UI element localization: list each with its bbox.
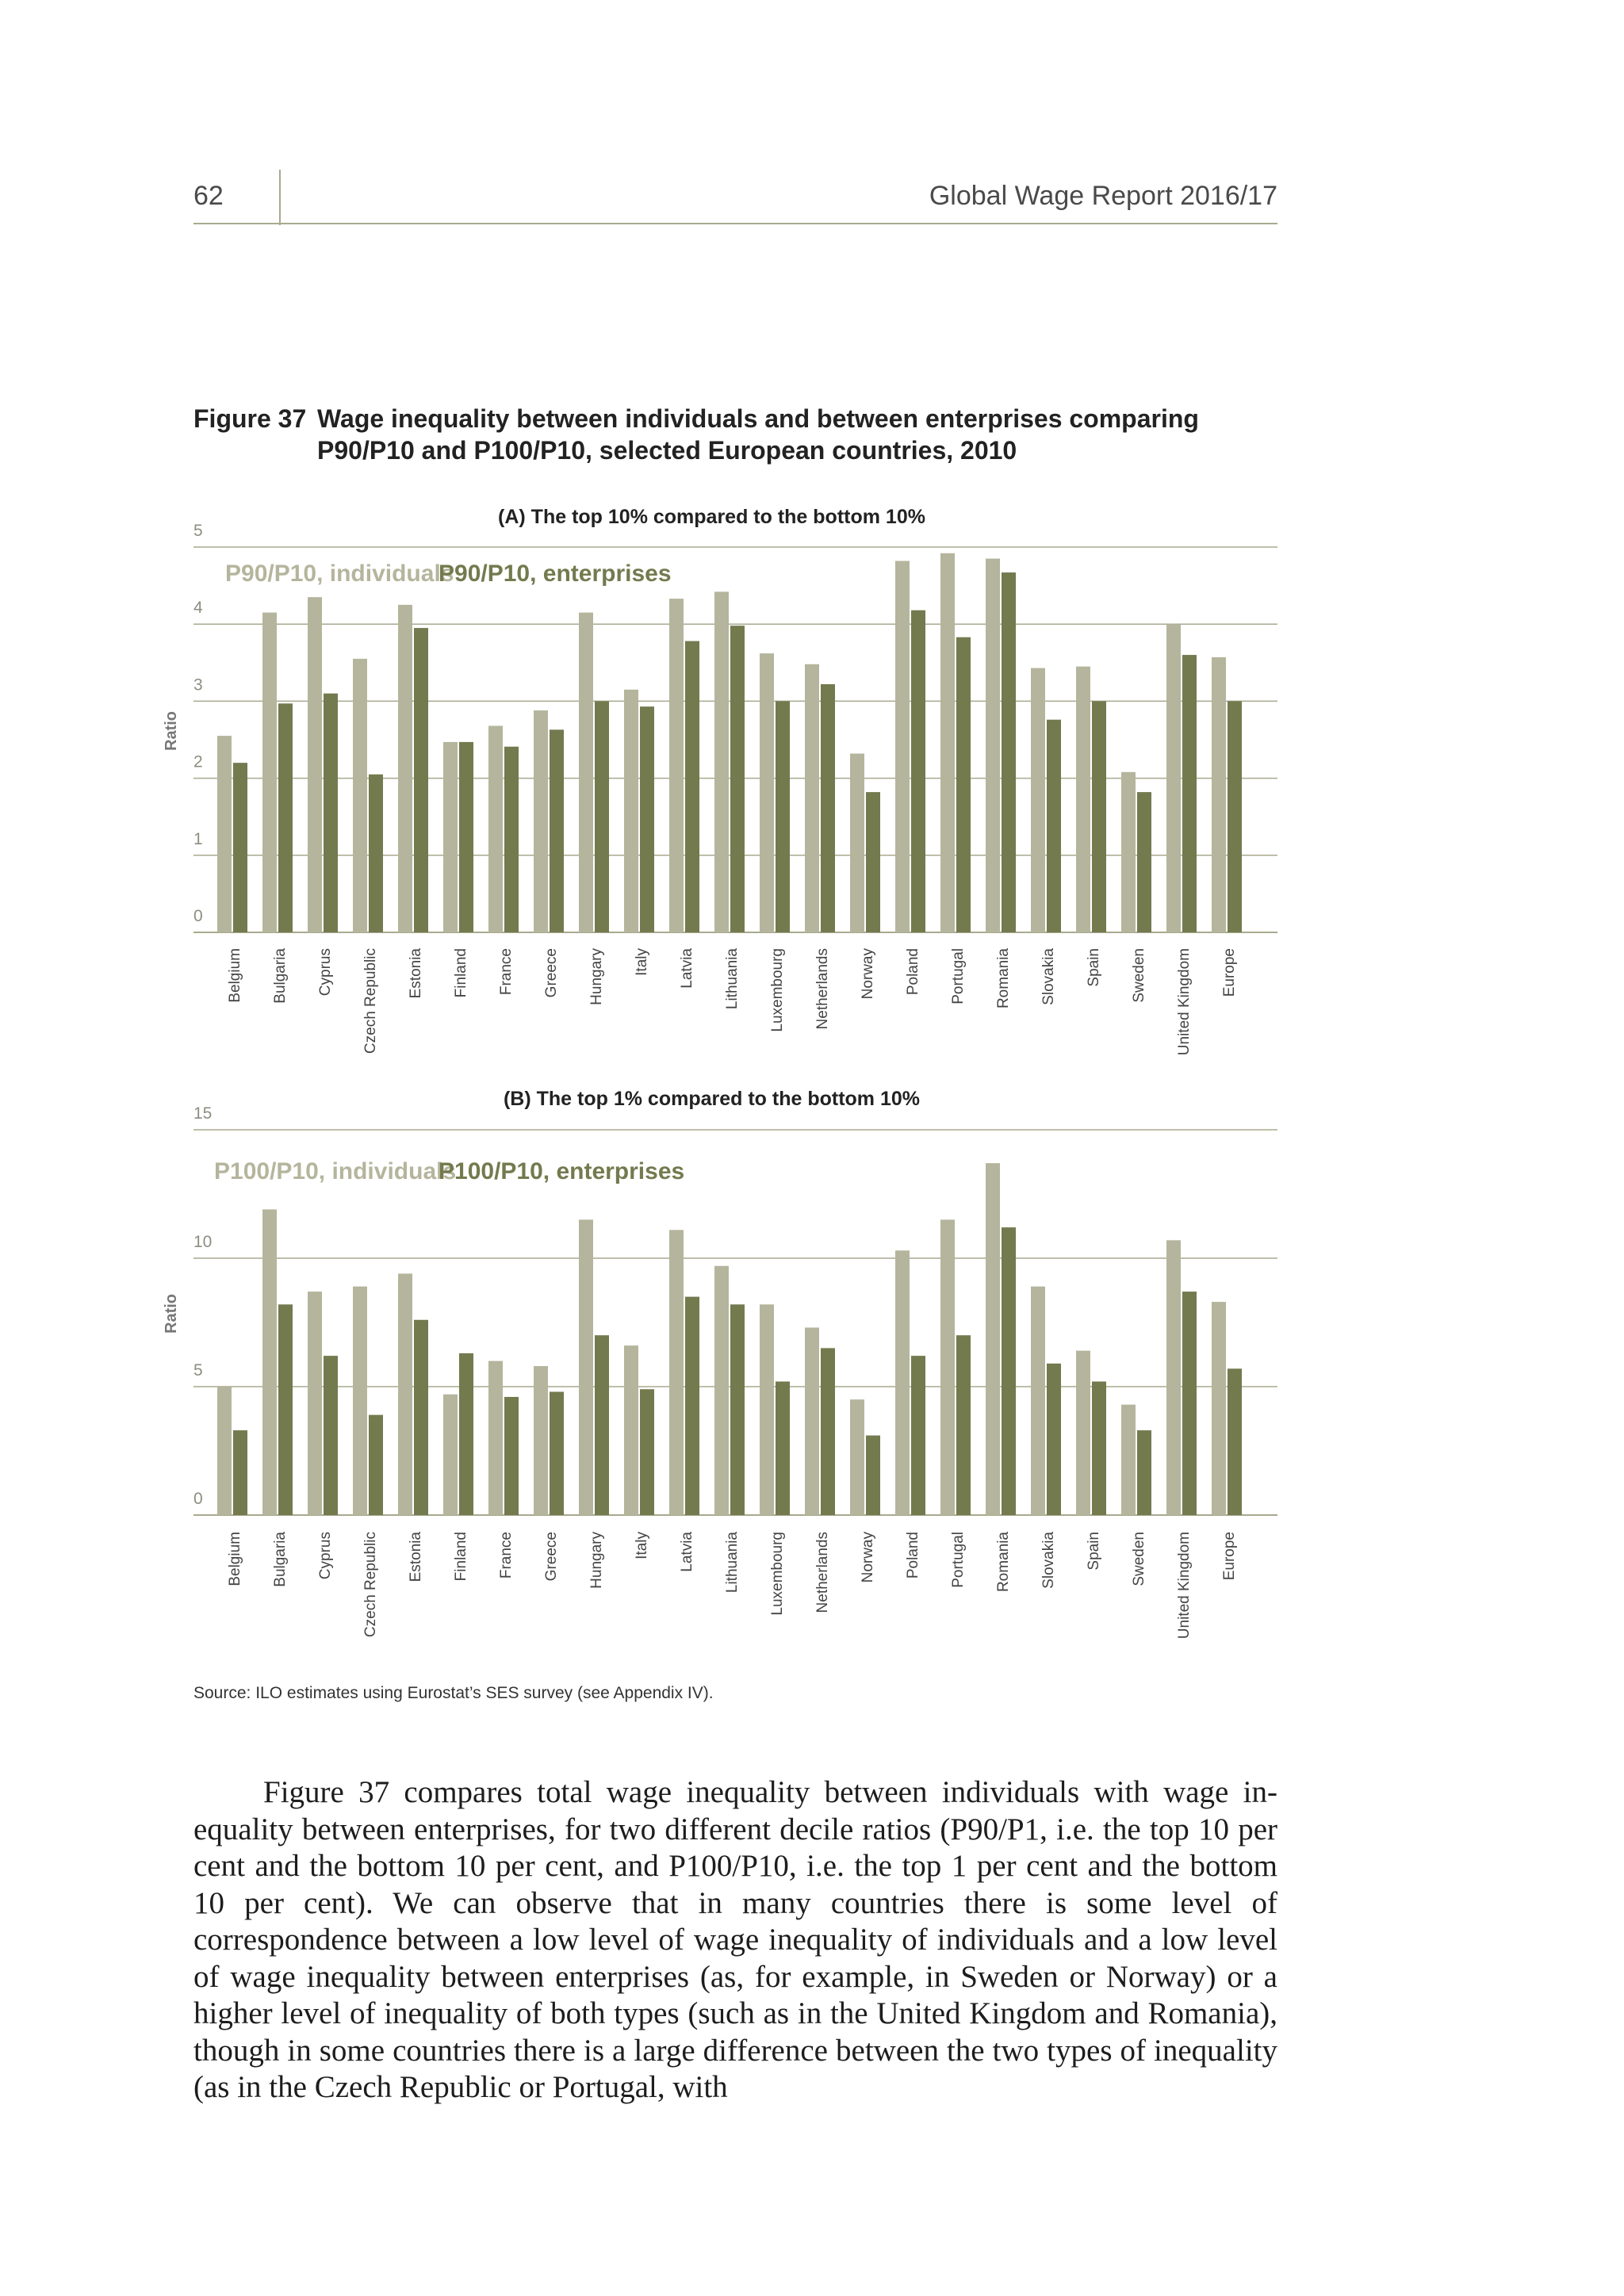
- bar-enterprises: [369, 1415, 383, 1515]
- legend-individuals: P90/P10, individuals: [225, 561, 454, 587]
- bar-enterprises: [504, 1397, 519, 1515]
- bar-enterprises: [595, 1335, 609, 1515]
- bar-enterprises: [866, 1436, 880, 1515]
- bar-individuals: [1076, 667, 1090, 932]
- bar-individuals: [534, 1366, 548, 1515]
- bar-individuals: [488, 726, 503, 932]
- y-axis-label: Ratio: [163, 1294, 180, 1334]
- bar-enterprises: [1002, 572, 1016, 932]
- y-tick-label: 5: [193, 522, 203, 540]
- bar-individuals: [760, 1304, 774, 1515]
- bar-enterprises: [459, 742, 473, 932]
- bar-individuals: [669, 1230, 684, 1515]
- bar-individuals: [669, 599, 684, 932]
- bar-enterprises: [414, 628, 428, 932]
- report-title: Global Wage Report 2016/17: [929, 181, 1277, 211]
- bar-enterprises: [324, 694, 338, 932]
- bar-enterprises: [233, 763, 247, 932]
- legend-individuals: P100/P10, individuals: [214, 1158, 457, 1184]
- x-tick-label: Hungary: [588, 948, 605, 1005]
- bar-enterprises: [595, 701, 609, 932]
- legend-enterprises: P90/P10, enterprises: [439, 561, 672, 587]
- x-tick-label: Lithuania: [724, 1532, 741, 1594]
- bar-enterprises: [1092, 1382, 1106, 1515]
- bar-enterprises: [866, 792, 880, 932]
- x-tick-label: Hungary: [588, 1532, 605, 1589]
- y-tick-label: 4: [193, 599, 203, 618]
- bar-individuals: [579, 1219, 593, 1515]
- x-tick-label: Poland: [905, 1532, 921, 1579]
- bar-enterprises: [1182, 655, 1197, 932]
- x-tick-label: Europe: [1221, 1532, 1238, 1581]
- y-tick-label: 3: [193, 675, 203, 695]
- y-tick-label: 0: [193, 1490, 203, 1508]
- y-tick-label: 0: [193, 907, 203, 925]
- bar-individuals: [986, 1163, 1000, 1515]
- bar-enterprises: [685, 1297, 699, 1515]
- bar-enterprises: [1047, 720, 1061, 932]
- x-tick-label: Belgium: [227, 948, 243, 1003]
- bar-enterprises: [369, 775, 383, 932]
- bar-individuals: [850, 1399, 864, 1515]
- x-tick-label: Lithuania: [724, 948, 741, 1010]
- bar-individuals: [262, 613, 277, 932]
- bar-enterprises: [640, 1389, 654, 1515]
- x-tick-label: Finland: [453, 948, 469, 998]
- bar-individuals: [986, 559, 1000, 932]
- x-tick-label: Netherlands: [814, 948, 831, 1030]
- bar-enterprises: [911, 610, 925, 932]
- bar-individuals: [534, 710, 548, 932]
- bar-enterprises: [1228, 701, 1242, 932]
- bar-enterprises: [730, 1304, 745, 1515]
- body-paragraph-text: Figure 37 compares total wage inequality between individuals with wage inequality between enterprises, for two different decile ratios (P90/P1, i.e. the top 10 per cent and the bottom 10 per cent, and P100/P10, i.e. the top 1 per cent and the bottom 10 per cent). We can observe that in many countries there is some level of correspondence between a low level of wage inequality of individuals and a low level of wage inequality between enterprises (as, for example, in Sweden or Norway) or a higher level of inequality of both types (such as in the United Kingdom and Romania), though in some countries there is a large difference between the two types of inequality (as in the Czech Republic or Portugal, with: [193, 1775, 1277, 2104]
- panel-title: (A) The top 10% compared to the bottom 10%: [498, 506, 925, 528]
- bar-enterprises: [324, 1356, 338, 1515]
- bar-individuals: [443, 1395, 458, 1515]
- bar-individuals: [895, 561, 910, 932]
- bar-individuals: [760, 653, 774, 932]
- bar-individuals: [1166, 624, 1181, 932]
- x-tick-label: Sweden: [1131, 1532, 1147, 1586]
- x-tick-label: Romania: [995, 948, 1012, 1009]
- bar-enterprises: [1182, 1292, 1197, 1515]
- x-tick-label: Slovakia: [1040, 948, 1057, 1005]
- bar-individuals: [714, 1266, 729, 1515]
- bar-individuals: [940, 553, 955, 932]
- x-tick-label: Luxembourg: [769, 1532, 786, 1616]
- x-tick-label: Norway: [860, 1532, 876, 1583]
- bar-enterprises: [459, 1353, 473, 1515]
- bar-enterprises: [956, 637, 971, 932]
- bar-enterprises: [821, 684, 835, 932]
- page-number: 62: [193, 181, 224, 211]
- bar-individuals: [714, 591, 729, 932]
- bar-enterprises: [414, 1320, 428, 1515]
- y-tick-label: 5: [193, 1361, 203, 1380]
- bar-individuals: [850, 753, 864, 932]
- bar-enterprises: [278, 703, 293, 932]
- bar-individuals: [624, 1345, 638, 1515]
- x-tick-label: Europe: [1221, 948, 1238, 997]
- bar-enterprises: [911, 1356, 925, 1515]
- bar-enterprises: [685, 641, 699, 932]
- bar-enterprises: [776, 701, 790, 932]
- bar-individuals: [308, 1292, 322, 1515]
- bar-enterprises: [776, 1382, 790, 1515]
- bar-individuals: [443, 742, 458, 932]
- bar-enterprises: [1137, 1430, 1151, 1515]
- x-tick-label: Bulgaria: [272, 1532, 289, 1587]
- bar-enterprises: [1137, 792, 1151, 932]
- bar-enterprises: [504, 747, 519, 932]
- bar-individuals: [217, 736, 232, 932]
- x-tick-label: United Kingdom: [1176, 1532, 1193, 1640]
- bar-individuals: [353, 1287, 367, 1515]
- bar-individuals: [805, 1327, 819, 1515]
- x-tick-label: Portugal: [950, 948, 967, 1004]
- y-tick-label: 2: [193, 752, 203, 771]
- bar-individuals: [1212, 657, 1226, 932]
- x-tick-label: Finland: [453, 1532, 469, 1582]
- y-tick-label: 15: [193, 1104, 213, 1123]
- x-tick-label: Estonia: [408, 948, 424, 999]
- bar-enterprises: [1228, 1368, 1242, 1515]
- x-tick-label: United Kingdom: [1176, 948, 1193, 1056]
- x-tick-label: Latvia: [679, 948, 695, 989]
- bar-individuals: [1031, 1287, 1045, 1515]
- bar-enterprises: [956, 1335, 971, 1515]
- bar-individuals: [1212, 1302, 1226, 1515]
- bar-individuals: [940, 1219, 955, 1515]
- x-tick-label: France: [498, 1532, 515, 1579]
- x-tick-label: Italy: [634, 948, 650, 976]
- x-tick-label: Spain: [1086, 948, 1102, 987]
- x-tick-label: Poland: [905, 948, 921, 996]
- bar-individuals: [488, 1361, 503, 1515]
- y-tick-label: 1: [193, 829, 203, 848]
- bar-enterprises: [550, 729, 564, 932]
- x-tick-label: Luxembourg: [769, 948, 786, 1032]
- x-tick-label: Netherlands: [814, 1532, 831, 1613]
- bar-individuals: [308, 597, 322, 932]
- bar-enterprises: [1092, 701, 1106, 932]
- bar-individuals: [353, 659, 367, 932]
- bar-enterprises: [1047, 1364, 1061, 1515]
- bar-individuals: [398, 1273, 412, 1515]
- bar-individuals: [805, 664, 819, 932]
- x-tick-label: Norway: [860, 948, 876, 1000]
- bar-individuals: [262, 1209, 277, 1515]
- body-paragraph: [193, 1774, 1277, 2107]
- bar-individuals: [1166, 1240, 1181, 1515]
- x-tick-label: Italy: [634, 1532, 650, 1559]
- bar-enterprises: [233, 1430, 247, 1515]
- bar-individuals: [895, 1250, 910, 1515]
- x-tick-label: Bulgaria: [272, 948, 289, 1004]
- x-tick-label: Sweden: [1131, 948, 1147, 1003]
- bar-individuals: [579, 613, 593, 932]
- bar-enterprises: [550, 1391, 564, 1515]
- x-tick-label: Belgium: [227, 1532, 243, 1586]
- y-axis-label: Ratio: [163, 711, 180, 751]
- figure-source: Source: ILO estimates using Eurostat’s SES survey (see Appendix IV).: [193, 1684, 714, 1702]
- legend-enterprises: P100/P10, enterprises: [439, 1158, 685, 1184]
- bar-enterprises: [640, 706, 654, 932]
- x-tick-label: Slovakia: [1040, 1532, 1057, 1589]
- bar-enterprises: [730, 626, 745, 932]
- bar-individuals: [398, 605, 412, 932]
- figure-title-text: Wage inequality between individuals and between enterprises comparing P90/P10 and P100/P10, selected European countries, 2010: [317, 404, 1199, 465]
- bar-individuals: [624, 690, 638, 932]
- bar-individuals: [1121, 1405, 1136, 1515]
- x-tick-label: Spain: [1086, 1532, 1102, 1571]
- figure-number: Figure 37: [193, 404, 307, 433]
- x-tick-label: Latvia: [679, 1532, 695, 1572]
- x-tick-label: Romania: [995, 1532, 1012, 1593]
- x-tick-label: Czech Republic: [362, 948, 379, 1054]
- bar-individuals: [1076, 1351, 1090, 1515]
- bar-enterprises: [821, 1348, 835, 1515]
- x-tick-label: France: [498, 948, 515, 996]
- x-tick-label: Estonia: [408, 1532, 424, 1582]
- x-tick-label: Greece: [543, 948, 560, 998]
- x-tick-label: Czech Republic: [362, 1532, 379, 1638]
- x-tick-label: Cyprus: [317, 948, 334, 997]
- x-tick-label: Cyprus: [317, 1532, 334, 1580]
- bar-individuals: [1121, 772, 1136, 932]
- x-tick-label: Greece: [543, 1532, 560, 1582]
- panel-title: (B) The top 1% compared to the bottom 10%: [503, 1088, 921, 1110]
- bar-enterprises: [1002, 1227, 1016, 1515]
- y-tick-label: 10: [193, 1233, 213, 1251]
- bar-enterprises: [278, 1304, 293, 1515]
- x-tick-label: Portugal: [950, 1532, 967, 1588]
- bar-individuals: [217, 1387, 232, 1515]
- bar-individuals: [1031, 668, 1045, 932]
